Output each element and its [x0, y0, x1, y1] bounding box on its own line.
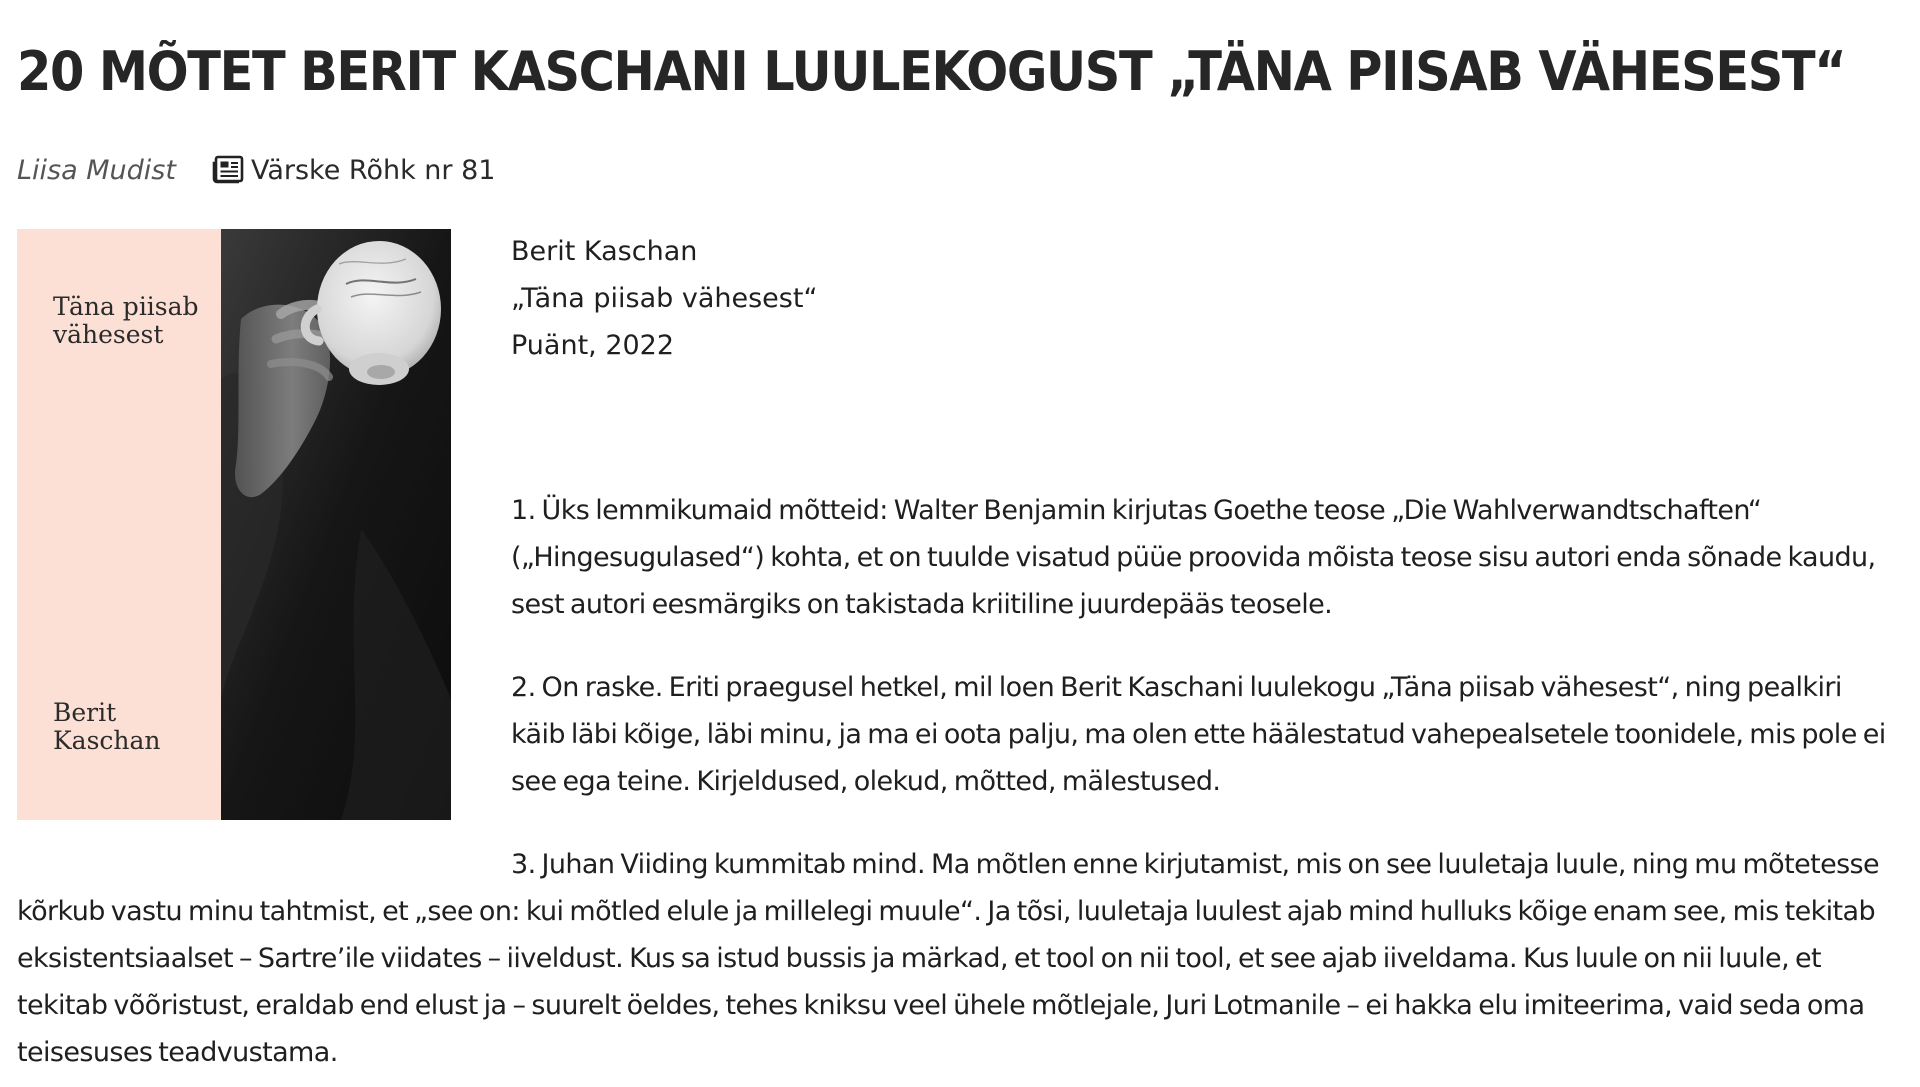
article-meta: [17, 150, 495, 190]
paragraph-3: 3. Juhan Viiding kummitab mind. Ma mõtlen enne kirjutamist, mis on see luuletaja luule, ning mu mõtetesse kõrkub vastu minu tahtmist, et „see on: kui mõtled elule ja millelegi muule“. Ja tõsi, luuletaja luulest ajab mind hulluks kõige enam see, mis tekitab eksistentsiaalset – Sartre’ile viidates – iiveldust. Kus sa istud bussis ja märkad, et tool on nii tool, et see ajab iiveldama. Kus luule on nii luule, et tekitab võõristust, eraldab end elust ja – suurelt öeldes, tehes kniksu veel ühele mõtlejale, Juri Lotmanile – ei hakka elu imiteerima, vaid seda oma teisesuses teadvustama.: [17, 849, 1880, 1068]
paragraph-1: 1. Üks lemmikumaid mõtteid: Walter Benjamin kirjutas Goethe teose „Die Wahlverwandtschaften“ („Hingesugulased“) kohta, et on tuulde visatud püüe proovida mõista teose sisu autori enda sõnade kaudu, sest autori eesmärgiks on takistada kriitiline juurdepääs teosele.: [511, 495, 1876, 620]
colophon-author: Berit Kaschan: [511, 236, 698, 267]
colophon-book-title: „Täna piisab vähesest“: [511, 283, 818, 314]
issue-link[interactable]: [212, 155, 496, 186]
cover-title: Täna piisab vähesest: [53, 292, 199, 349]
article-title: 20 MÕTET BERIT KASCHANI LUULEKOGUST „TÄNA PIISAB VÄHESEST“: [17, 40, 1846, 103]
book-cover-image: [17, 229, 451, 820]
cover-author: Berit Kaschan: [53, 698, 161, 755]
newspaper-icon: [212, 155, 244, 185]
cover-pink-panel: [17, 229, 221, 820]
book-colophon: [511, 228, 1891, 369]
author-name[interactable]: Liisa Mudist: [17, 154, 176, 186]
cover-photo: [221, 229, 451, 820]
paragraph-2: 2. On raske. Eriti praegusel hetkel, mil loen Berit Kaschani luulekogu „Täna piisab vähesest“, ning pealkiri käib läbi kõige, läbi minu, ja ma ei oota palju, ma olen ette häälestatud vahepealsetele toonidele, mis pole ei see ega teine. Kirjeldused, olekud, mõtted, mälestused.: [511, 672, 1886, 797]
colophon-publisher-year: Puänt, 2022: [511, 330, 675, 361]
issue-label: Värske Rõhk nr 81: [250, 154, 496, 186]
